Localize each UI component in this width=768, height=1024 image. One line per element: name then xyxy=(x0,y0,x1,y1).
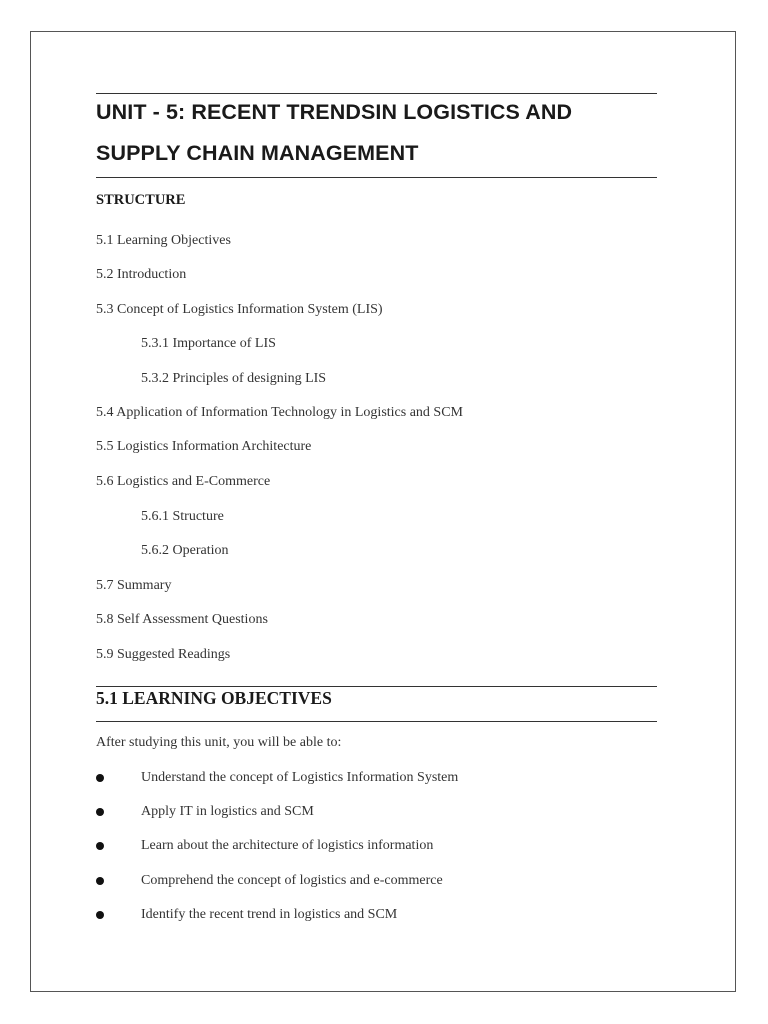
toc-item: 5.6.1 Structure xyxy=(141,509,224,524)
bullet-icon xyxy=(96,911,104,919)
objective-text: Apply IT in logistics and SCM xyxy=(141,804,314,819)
bullet-icon xyxy=(96,774,104,782)
toc-item: 5.6.2 Operation xyxy=(141,543,229,558)
structure-heading: STRUCTURE xyxy=(96,192,186,208)
objective-text: Comprehend the concept of logistics and e-commerce xyxy=(141,873,443,888)
toc-item: 5.3.1 Importance of LIS xyxy=(141,336,276,351)
section-heading: 5.1 LEARNING OBJECTIVES xyxy=(96,688,332,708)
toc-item: 5.5 Logistics Information Architecture xyxy=(96,439,312,454)
bullet-icon xyxy=(96,842,104,850)
toc-item: 5.9 Suggested Readings xyxy=(96,647,231,662)
toc-item: 5.3.2 Principles of designing LIS xyxy=(141,371,327,386)
objective-text: Learn about the architecture of logistics information xyxy=(141,838,434,853)
toc-item: 5.8 Self Assessment Questions xyxy=(96,612,268,627)
toc-item: 5.7 Summary xyxy=(96,578,172,593)
section-top-rule xyxy=(96,686,657,687)
objective-text: Understand the concept of Logistics Information System xyxy=(141,770,459,785)
toc-item: 5.3 Concept of Logistics Information System (LIS) xyxy=(96,302,383,317)
title-bottom-rule xyxy=(96,177,657,178)
section-bottom-rule xyxy=(96,721,657,722)
bullet-icon xyxy=(96,877,104,885)
unit-title-line-1: UNIT - 5: RECENT TRENDSIN LOGISTICS AND xyxy=(96,100,573,124)
toc-item: 5.6 Logistics and E-Commerce xyxy=(96,474,271,489)
intro-text: After studying this unit, you will be able to: xyxy=(96,735,342,750)
objective-text: Identify the recent trend in logistics and SCM xyxy=(141,907,398,922)
toc-item: 5.4 Application of Information Technology in Logistics and SCM xyxy=(96,405,464,420)
unit-title xyxy=(96,92,676,174)
bullet-icon xyxy=(96,808,104,816)
toc-item: 5.2 Introduction xyxy=(96,267,187,282)
toc-item: 5.1 Learning Objectives xyxy=(96,233,231,248)
unit-title-line-2: SUPPLY CHAIN MANAGEMENT xyxy=(96,141,419,165)
